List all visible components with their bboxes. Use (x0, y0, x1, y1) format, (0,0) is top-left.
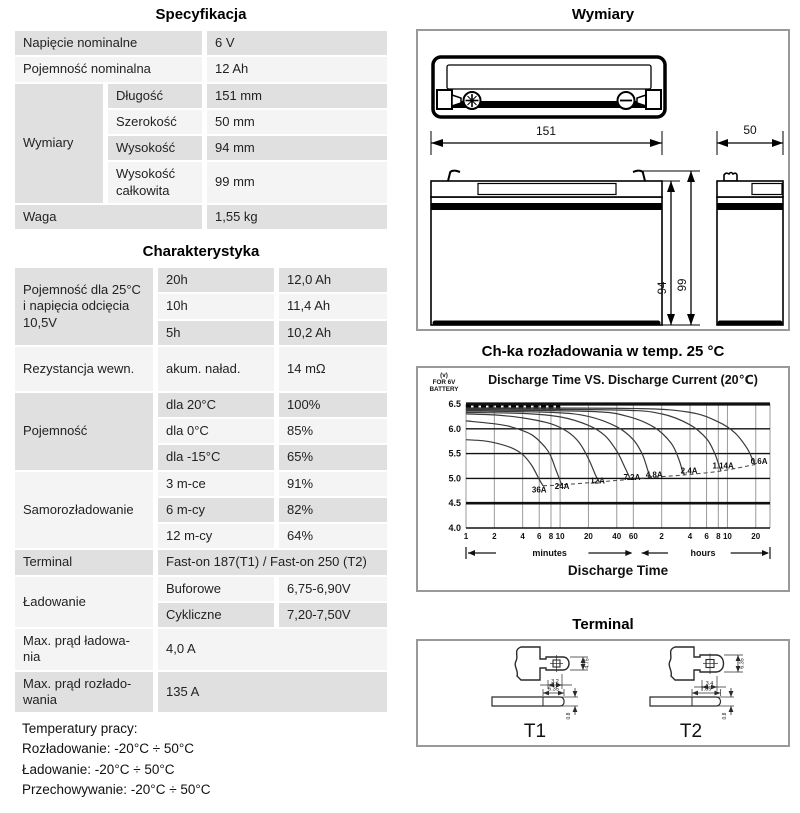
t1-thickness: 0.8 (566, 712, 572, 720)
char-value: 11,4 Ah (279, 294, 387, 318)
chart-title: Discharge Time VS. Discharge Current (20℃) (488, 373, 758, 387)
t2-tab-length: 7.85 (700, 686, 712, 693)
x-tick-label: 4 (520, 532, 525, 541)
discharge-curve-1.14A (466, 409, 721, 471)
char-value: 12,0 Ah (279, 268, 387, 292)
right-column (416, 3, 790, 800)
x-tick-label: 8 (548, 532, 554, 541)
x-tick-label: 20 (583, 532, 593, 541)
y-tick-label: 5.0 (448, 473, 461, 484)
spec-table (10, 29, 392, 231)
curve-label-7.2A: 7.2A (623, 472, 641, 482)
curve-label-36A: 36A (531, 485, 547, 495)
length-value: 151 (535, 124, 557, 138)
char-value: 135 A (158, 672, 387, 713)
table-row (15, 393, 387, 417)
char-value: 65% (279, 445, 387, 469)
char-group-label: Pojemność (15, 393, 153, 470)
char-value: 85% (279, 419, 387, 443)
char-label: 20h (158, 268, 274, 292)
y-axis-label: (v) (440, 372, 448, 379)
char-label: 12 m-cy (158, 524, 274, 548)
spec-label: Wysokość całkowita (108, 162, 202, 203)
char-value: 64% (279, 524, 387, 548)
x-tick-label: 4 (687, 532, 693, 541)
discharge-title: Ch-ka rozładowania w temp. 25 °C (481, 343, 725, 360)
char-label: Max. prąd rozłado-wania (15, 672, 153, 713)
x-tick-label: 8 (716, 532, 721, 541)
width-value: 50 (743, 123, 757, 137)
discharge-curve-12A (466, 414, 599, 482)
t1-tab-height: 4.75 (584, 658, 591, 669)
table-row (15, 84, 387, 108)
arrow-left-icon (468, 550, 475, 556)
discharge-curve-24A (466, 421, 562, 485)
x-tick-label: 6 (704, 532, 709, 541)
y-tick-label: 6.0 (448, 423, 461, 434)
table-row (15, 347, 387, 391)
t2-tab-height: 6.35 (739, 658, 746, 669)
char-label: 10h (158, 294, 274, 318)
battery-front-view (431, 171, 662, 325)
height-value: 94 (657, 281, 669, 295)
temps-line: Przechowywanie: -20°C ÷ 50°C (22, 781, 211, 797)
terminal-title: Terminal (572, 616, 634, 633)
table-row (15, 550, 387, 574)
char-group-label: Samorozładowanie (15, 472, 153, 549)
discharge-chart-box (416, 366, 790, 592)
t1-tab-length-dim (543, 687, 564, 697)
char-group-label: Ładowanie (15, 577, 153, 628)
discharge-chart (418, 368, 784, 590)
table-row (15, 472, 387, 496)
t1-tab-width: 3.2 (551, 679, 559, 685)
dimensions-title: Wymiary (571, 6, 635, 23)
y-tick-label: 4.5 (448, 498, 461, 509)
width-dimension (717, 123, 783, 155)
total-height-value: 99 (677, 278, 689, 292)
length-dimension (431, 124, 662, 155)
arrow-left-icon (642, 550, 649, 556)
x-tick-label: 1 (463, 532, 469, 541)
spec-group-label: Wymiary (15, 84, 103, 203)
t1-label: T1 (523, 721, 547, 742)
t2-thickness: 0.8 (722, 712, 728, 720)
y-tick-label: 4.0 (448, 523, 461, 533)
table-row (15, 629, 387, 670)
arrow-right-icon (625, 550, 632, 556)
temps-heading: Temperatury pracy: (22, 721, 138, 736)
char-label: dla 20°C (158, 393, 274, 417)
operating-temperatures (22, 719, 392, 800)
x-tick-label: 10 (555, 532, 565, 541)
spec-value: 1,55 kg (207, 205, 387, 229)
curve-label-2.4A: 2.4A (680, 466, 698, 476)
t2-tab-length-dim (692, 687, 721, 697)
y-tick-label: 6.5 (448, 399, 461, 409)
terminal-t1-drawing (492, 647, 591, 742)
t2-tab-height-dim (724, 655, 746, 672)
char-sublabel: akum. naład. (158, 347, 274, 391)
x-axis-label: Discharge Time (567, 563, 669, 578)
table-row (15, 57, 387, 81)
characteristics-table (10, 266, 392, 714)
discharge-curve-4.8A (466, 411, 651, 478)
spec-label: Szerokość (108, 110, 202, 134)
x-tick-label: 60 (628, 532, 638, 541)
positive-terminal-icon (464, 92, 481, 109)
spec-value: 12 Ah (207, 57, 387, 81)
curve-label-24A: 24A (554, 481, 570, 491)
char-label: dla 0°C (158, 419, 274, 443)
x-tick-label: 20 (751, 532, 761, 541)
table-row (15, 268, 387, 292)
table-row (15, 31, 387, 55)
curve-label-12A: 12A (590, 476, 605, 486)
char-group-label: Pojemność dla 25°C i napięcia odcięcia 10,5V (15, 268, 153, 345)
char-label: Max. prąd ładowa-nia (15, 629, 153, 670)
spec-title: Specyfikacja (155, 6, 247, 23)
table-row (15, 672, 387, 713)
char-label: dla -15°C (158, 445, 274, 469)
char-value: 14 mΩ (279, 347, 387, 391)
char-label: 6 m-cy (158, 498, 274, 522)
battery-top-view (433, 57, 665, 117)
spec-value: 94 mm (207, 136, 387, 160)
terminal-t2-drawing (650, 647, 746, 742)
curve-label-1.14A: 1.14A (712, 461, 734, 471)
dimensions-diagram (418, 31, 788, 329)
curve-label-0.6A: 0.6A (750, 457, 768, 467)
t2-tab-width: 3.4 (705, 681, 714, 687)
x-tick-label: 40 (612, 532, 622, 541)
spec-label: Napięcie nominalne (15, 31, 202, 55)
spec-value: 99 mm (207, 162, 387, 203)
table-row (15, 205, 387, 229)
char-label: Rezystancja wewn. (15, 347, 153, 391)
t2-label: T2 (679, 721, 703, 742)
spec-label: Wysokość (108, 136, 202, 160)
curve-label-4.8A: 4.8A (645, 470, 663, 480)
temps-line: Rozładowanie: -20°C ÷ 50°C (22, 741, 195, 757)
char-value: Fast-on 187(T1) / Fast-on 250 (T2) (158, 550, 387, 574)
char-value: 6,75-6,90V (279, 577, 387, 601)
char-label: 3 m-ce (158, 472, 274, 496)
left-column (10, 3, 392, 800)
spec-label: Długość (108, 84, 202, 108)
char-value: 91% (279, 472, 387, 496)
x-unit-minutes: minutes (532, 548, 567, 558)
table-row (15, 577, 387, 601)
char-label: 5h (158, 321, 274, 345)
char-value: 100% (279, 393, 387, 417)
char-label: Buforowe (158, 577, 274, 601)
char-value: 10,2 Ah (279, 321, 387, 345)
t1-tab-height-dim (570, 657, 591, 670)
x-tick-label: 6 (537, 532, 542, 541)
char-label: Cykliczne (158, 603, 274, 627)
terminal-diagram-box (416, 639, 790, 747)
arrow-right-icon (762, 550, 769, 556)
char-value: 82% (279, 498, 387, 522)
x-unit-hours: hours (690, 548, 716, 558)
y-axis-label: BATTERY (429, 386, 459, 393)
char-value: 4,0 A (158, 629, 387, 670)
t1-tab-length: 6.35 (548, 686, 559, 693)
x-tick-label: 2 (492, 532, 497, 541)
dimensions-diagram-box (416, 29, 790, 331)
y-axis-label: FOR 6V (432, 379, 456, 386)
negative-terminal-icon (618, 92, 635, 109)
characteristics-title: Charakterystyka (142, 243, 260, 260)
x-tick-label: 10 (722, 532, 732, 541)
spec-label: Waga (15, 205, 202, 229)
spec-label: Pojemność nominalna (15, 57, 202, 81)
spec-value: 6 V (207, 31, 387, 55)
discharge-curve-2.4A (466, 410, 685, 475)
terminal-diagram (418, 641, 784, 745)
y-tick-label: 5.5 (448, 448, 461, 459)
temps-line: Ładowanie: -20°C ÷ 50°C (22, 761, 175, 777)
spec-value: 50 mm (207, 110, 387, 134)
char-value: 7,20-7,50V (279, 603, 387, 627)
battery-side-view (717, 173, 783, 326)
spec-value: 151 mm (207, 84, 387, 108)
x-tick-label: 2 (659, 532, 664, 541)
char-label: Terminal (15, 550, 153, 574)
